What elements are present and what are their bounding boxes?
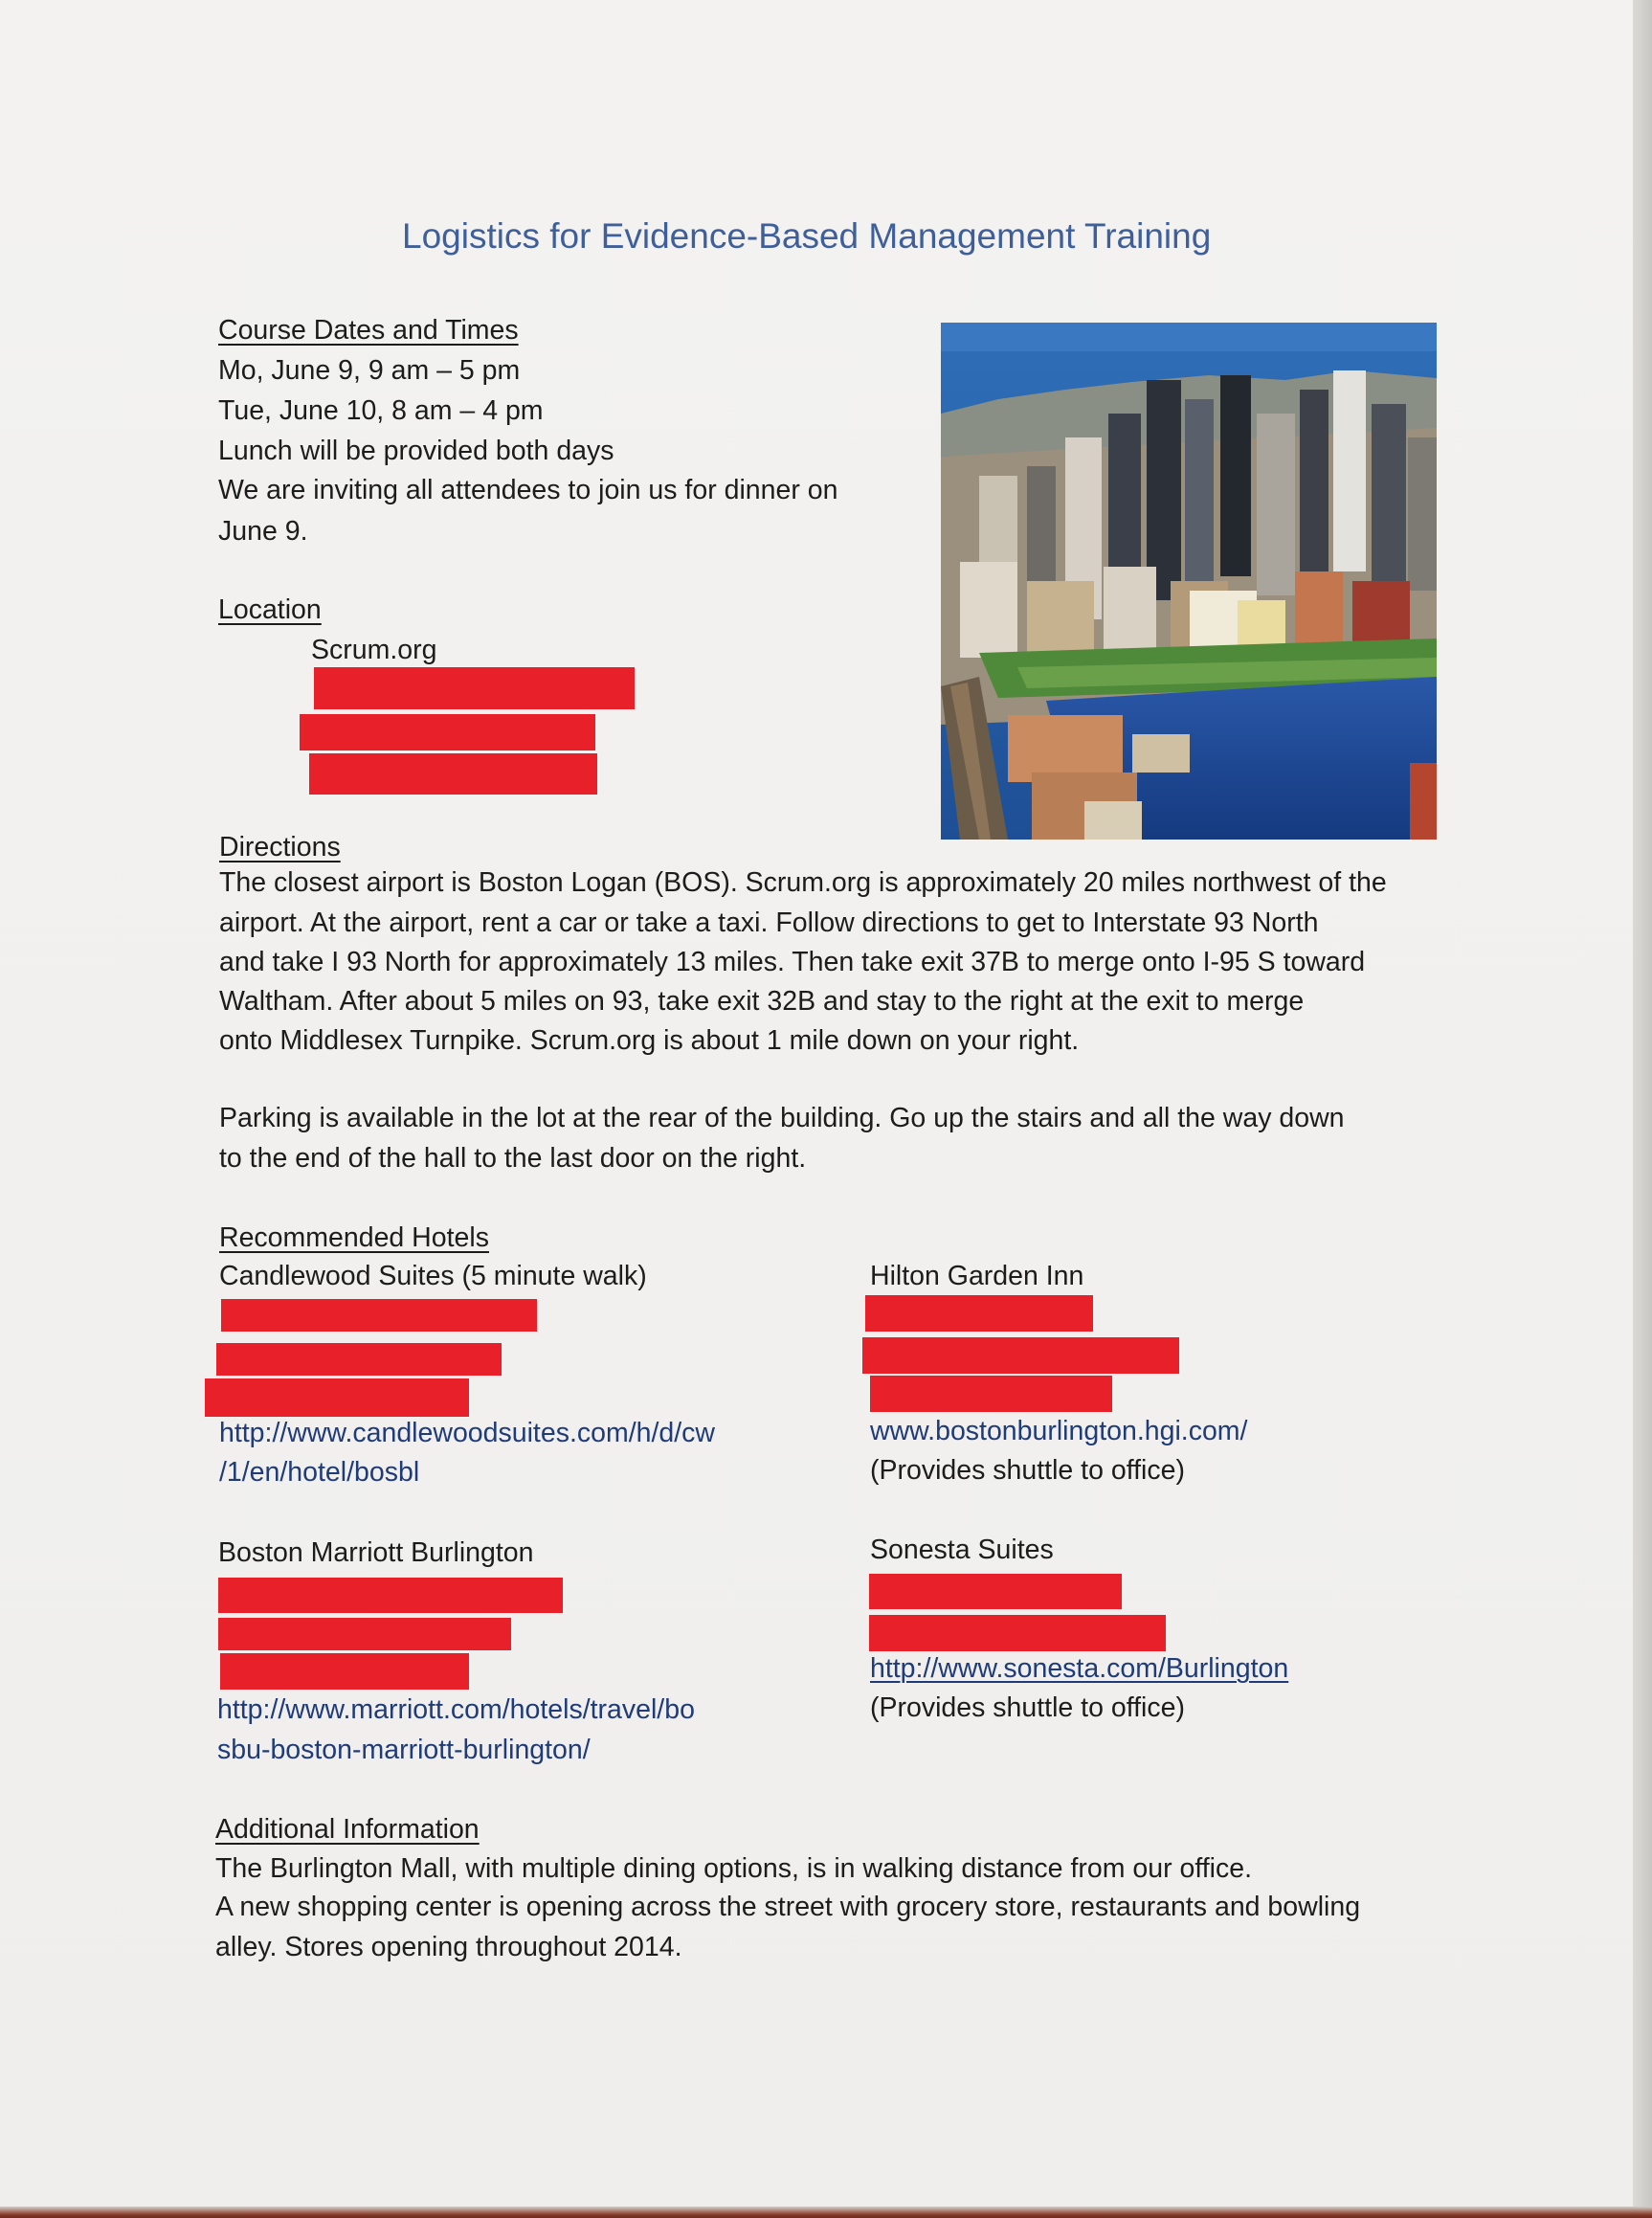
redacted-address	[314, 667, 635, 709]
location-heading: Location	[218, 594, 322, 625]
hotel-marriott-link[interactable]: sbu-boston-marriott-burlington/	[217, 1735, 591, 1765]
course-line: Lunch will be provided both days	[218, 436, 614, 466]
hotel-sonesta-name: Sonesta Suites	[870, 1535, 1054, 1565]
course-dates-heading: Course Dates and Times	[218, 315, 519, 346]
additional-info-heading: Additional Information	[215, 1814, 480, 1845]
directions-line: Waltham. After about 5 miles on 93, take exit 32B and stay to the right at the exit to merge	[219, 986, 1305, 1017]
course-line: June 9.	[218, 516, 308, 547]
hotels-heading: Recommended Hotels	[219, 1222, 489, 1253]
parking-line: Parking is available in the lot at the rear of the building. Go up the stairs and all the way down	[219, 1103, 1345, 1133]
page-title: Logistics for Evidence-Based Management Training	[402, 216, 1212, 256]
table-surface	[0, 2207, 1652, 2218]
hotel-candlewood-link[interactable]: /1/en/hotel/bosbl	[219, 1457, 420, 1488]
hotel-candlewood-link[interactable]: http://www.candlewoodsuites.com/h/d/cw	[219, 1418, 715, 1448]
redacted-address	[870, 1376, 1112, 1412]
additional-info-line: The Burlington Mall, with multiple dining options, is in walking distance from our office.	[215, 1853, 1252, 1884]
redacted-address	[218, 1618, 511, 1650]
hotel-hilton-link[interactable]: www.bostonburlington.hgi.com/	[870, 1416, 1248, 1446]
hotel-marriott-link[interactable]: http://www.marriott.com/hotels/travel/bo	[217, 1694, 695, 1725]
hotel-sonesta-link[interactable]: http://www.sonesta.com/Burlington	[870, 1653, 1289, 1684]
redacted-address	[220, 1653, 469, 1690]
hotel-sonesta-note: (Provides shuttle to office)	[870, 1692, 1185, 1723]
directions-line: The closest airport is Boston Logan (BOS). Scrum.org is approximately 20 miles northwest of the	[219, 867, 1387, 898]
boston-skyline-photo	[941, 323, 1437, 840]
redacted-address	[218, 1578, 563, 1613]
course-line: Tue, June 10, 8 am – 4 pm	[218, 395, 544, 426]
parking-line: to the end of the hall to the last door on the right.	[219, 1143, 807, 1174]
hotel-marriott-name: Boston Marriott Burlington	[218, 1537, 534, 1568]
directions-heading: Directions	[219, 832, 341, 863]
paper-edge-shadow	[1633, 0, 1652, 2218]
additional-info-line: alley. Stores opening throughout 2014.	[215, 1932, 682, 1962]
redacted-address	[865, 1295, 1093, 1332]
course-line: Mo, June 9, 9 am – 5 pm	[218, 355, 521, 386]
hotel-hilton-name: Hilton Garden Inn	[870, 1261, 1084, 1291]
course-line: We are inviting all attendees to join us for dinner on	[218, 475, 838, 505]
redacted-address	[869, 1574, 1122, 1609]
directions-line: onto Middlesex Turnpike. Scrum.org is about 1 mile down on your right.	[219, 1025, 1080, 1056]
redacted-address	[221, 1299, 537, 1332]
redacted-address	[309, 753, 597, 795]
location-name: Scrum.org	[311, 635, 437, 665]
redacted-address	[216, 1343, 502, 1376]
redacted-address	[300, 714, 595, 751]
hotel-candlewood-name: Candlewood Suites (5 minute walk)	[219, 1261, 647, 1291]
redacted-address	[862, 1337, 1179, 1374]
directions-line: airport. At the airport, rent a car or take a taxi. Follow directions to get to Interstate 93 North	[219, 907, 1319, 938]
hotel-hilton-note: (Provides shuttle to office)	[870, 1455, 1185, 1486]
redacted-address	[869, 1615, 1166, 1651]
redacted-address	[205, 1378, 469, 1417]
additional-info-line: A new shopping center is opening across the street with grocery store, restaurants and bowling	[215, 1892, 1361, 1922]
directions-line: and take I 93 North for approximately 13 miles. Then take exit 37B to merge onto I-95 S toward	[219, 947, 1366, 977]
